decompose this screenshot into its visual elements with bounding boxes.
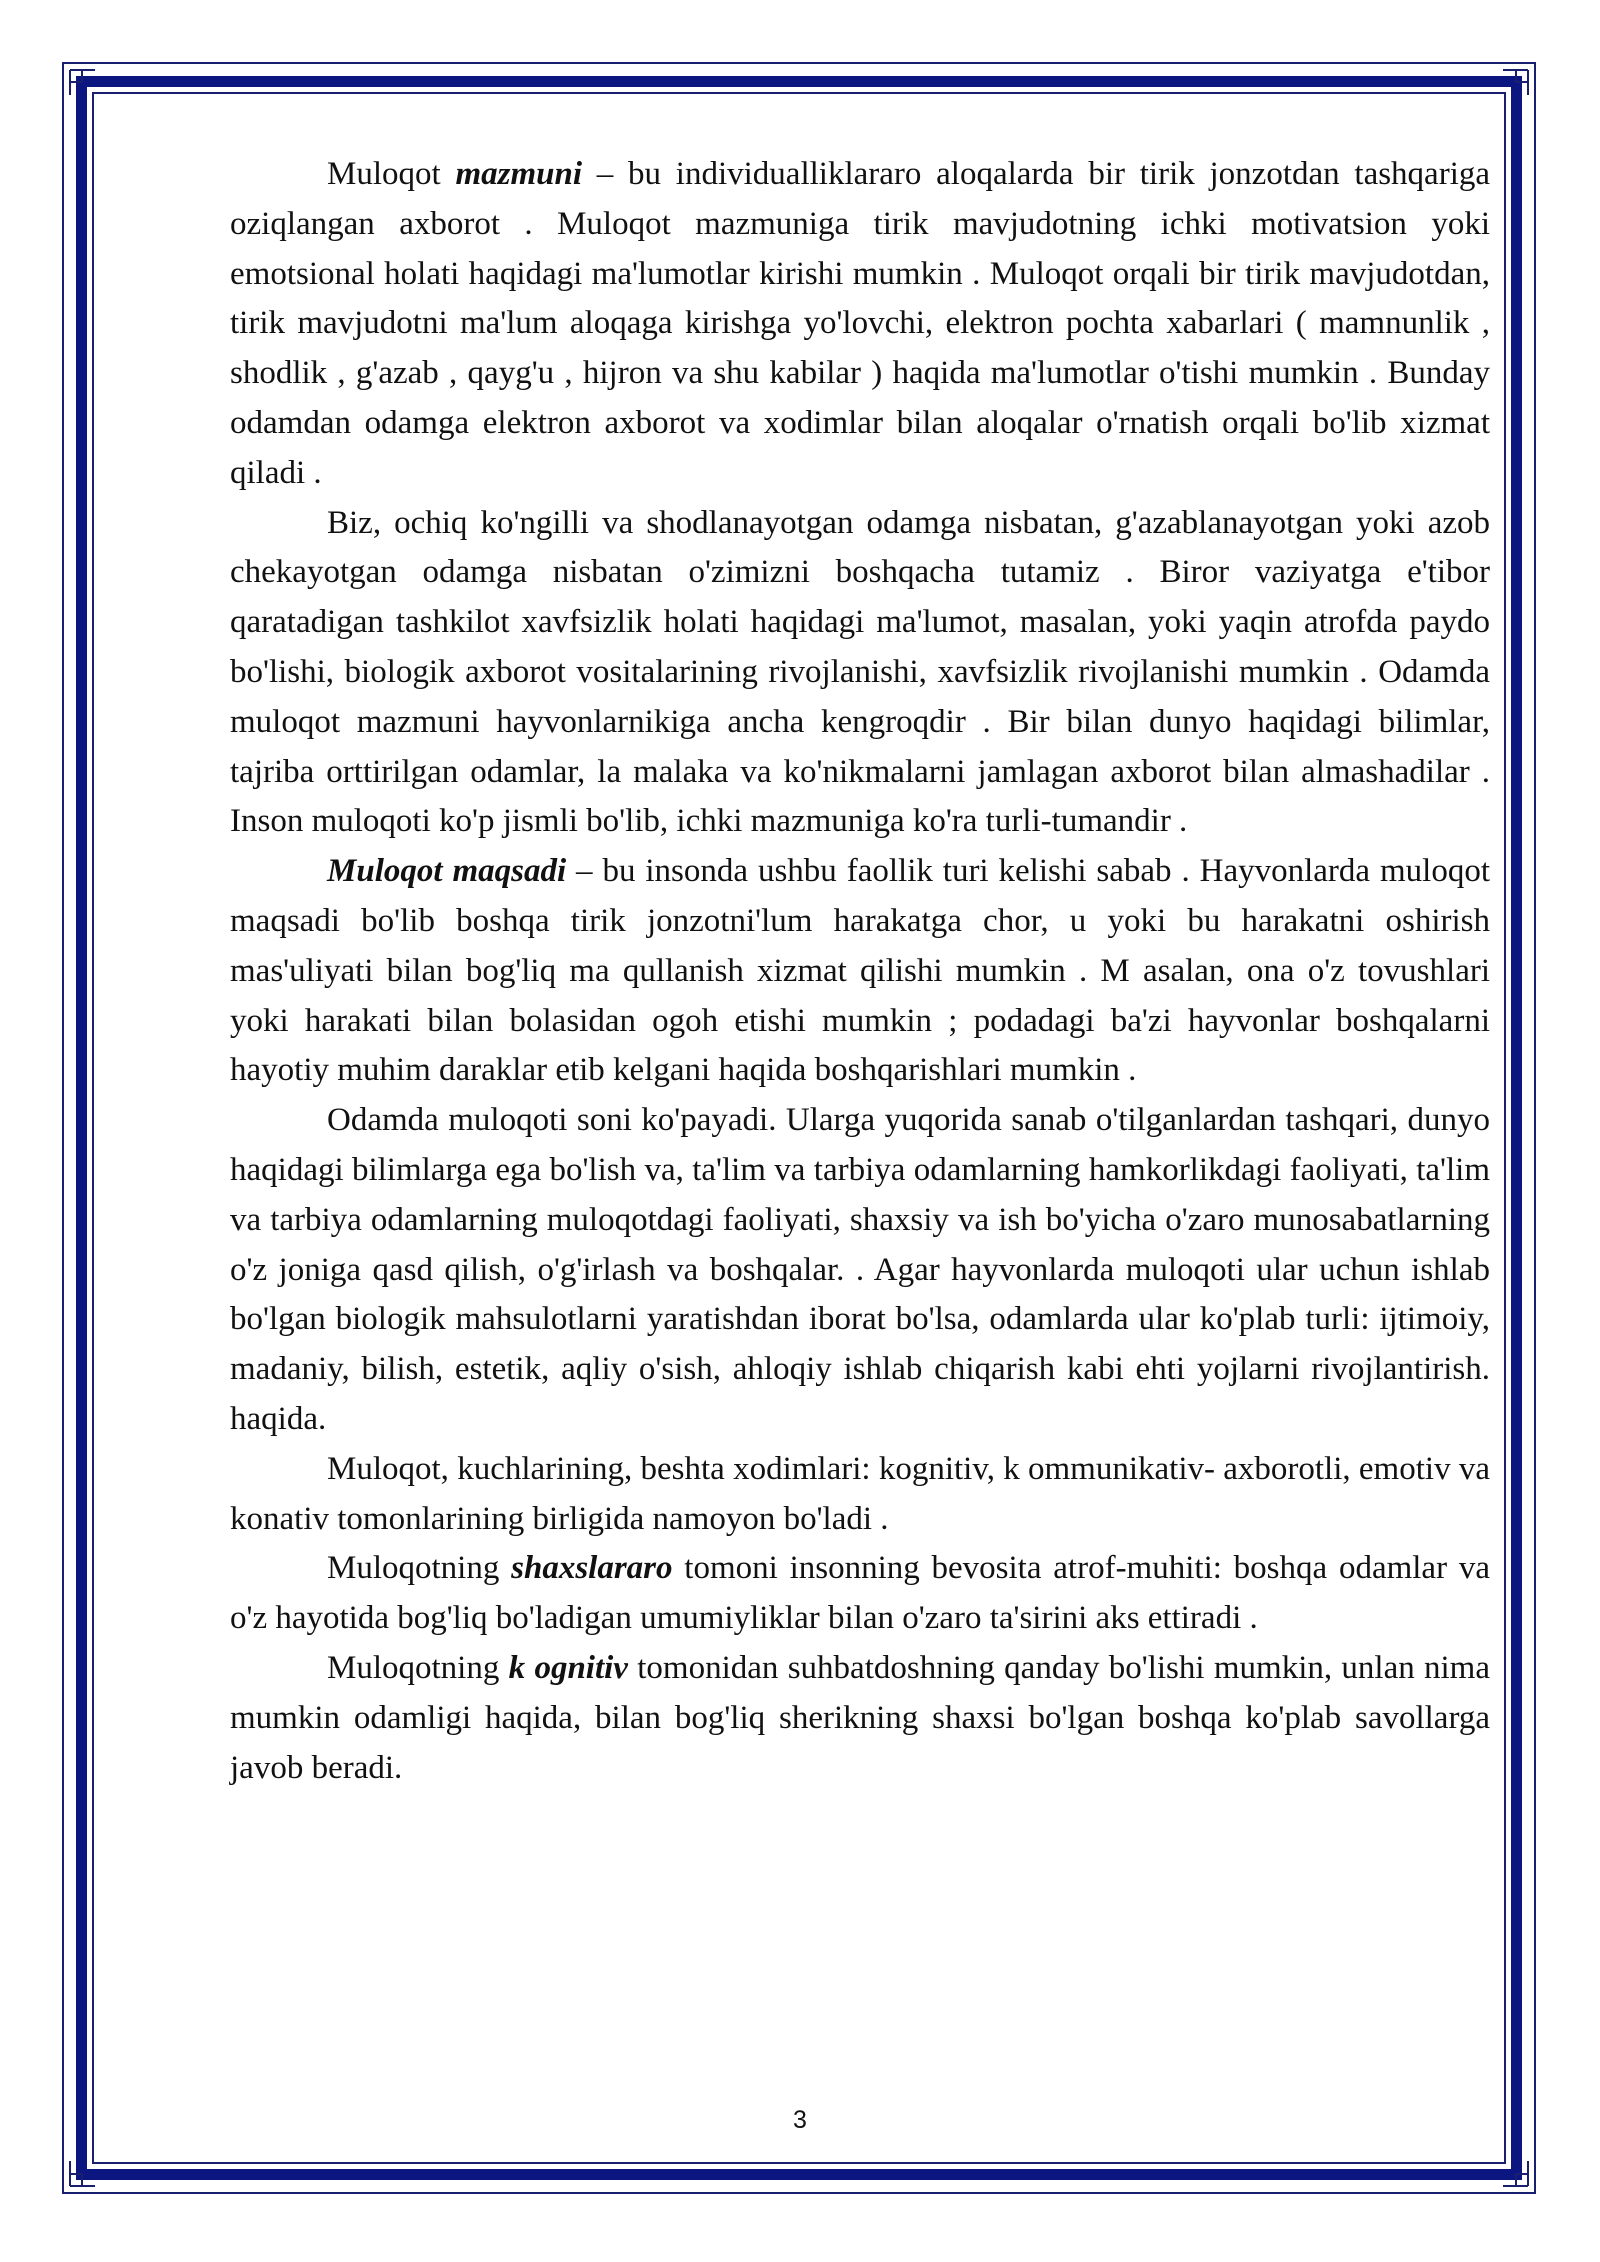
paragraph-text: – bu insonda ushbu faollik turi kelishi sabab . Hayvonlarda muloqot maqsadi bo'lib boshqa tirik jonzotni'lum harakatga chor, u yoki bu harakatni oshirish mas'uliyati bilan bog'liq ma qullanish xizmat qilishi mumkin . M asalan, ona o'z tovushlari yoki harakati bilan bolasidan ogoh etishi mumkin ; podadagi ba'zi hayvonlar boshqalarni hayotiy muhim daraklar etib kelgani haqida boshqarishlari mumkin . [230,853,1490,1089]
paragraph-text: Muloqotning [327,1550,512,1587]
document-body [230,150,1490,1793]
paragraph-mazmuni [230,150,1490,499]
emphasis-term: k ognitiv [508,1649,628,1686]
paragraph-text: tomoni insonning bevosita atrof-muhiti: boshqa odamlar va o'z hayotida bog'liq bo'ladigan umumiyliklar bilan o'zaro ta'sirini aks ettiradi . [230,1550,1490,1637]
border-corner-ornament [1502,62,1536,96]
paragraph-kognitiv [230,1644,1490,1793]
paragraph-maqsadi [230,847,1490,1096]
emphasis-term: Muloqot maqsadi [327,853,567,890]
paragraph-text: Muloqotning [327,1649,509,1686]
paragraph-attitude [230,499,1490,848]
paragraph-components [230,1445,1490,1545]
emphasis-term: shaxslararo [511,1550,673,1587]
border-corner-ornament [1502,2160,1536,2194]
page-number: 3 [793,2106,807,2134]
border-corner-ornament [62,62,96,96]
paragraph-text: tomonidan suhbatdoshning qanday bo'lishi mumkin, unlan nima mumkin odamligi haqida, bilan bog'liq sherikning shaxsi bo'lgan boshqa ko'plab savollarga javob beradi. [230,1649,1490,1786]
paragraph-text: Muloqot [327,156,456,192]
paragraph-text: Biz, ochiq ko'ngilli va shodlanayotgan odamga nisbatan, g'azablanayotgan yoki azob chekayotgan odamga nisbatan o'zimizni boshqacha tutamiz . Biror vaziyatga e'tibor qaratadigan tashkilot xavfsizlik holati haqidagi ma'lumot, masalan, yoki yaqin atrofda paydo bo'lishi, biologik axborot vositalarining rivojlanishi, xavfsizlik rivojlanishi mumkin . Odamda muloqot mazmuni hayvonlarnikiga ancha kengroqdir . Bir bilan dunyo haqidagi bilimlar, tajriba orttirilgan odamlar, la malaka va ko'nikmalarni jamlagan axborot bilan almashadilar . Inson muloqoti ko'p jismli bo'lib, ichki mazmuniga ko'ra turli-tumandir . [230,504,1490,840]
paragraph-shaxslararo [230,1544,1490,1644]
border-corner-ornament [62,2160,96,2194]
emphasis-term: mazmuni [455,156,583,192]
paragraph-text: Odamda muloqoti soni ko'payadi. Ularga yuqorida sanab o'tilganlardan tashqari, dunyo haqidagi bilimlarga ega bo'lish va, ta'lim va tarbiya odamlarning hamkorlikdagi faoliyati, ta'lim va tarbiya odamlarning muloqotdagi faoliyati, shaxsiy va ish bo'yicha o'zaro munosabatlarning o'z joniga qasd qilish, o'g'irlash va boshqalar. . Agar hayvonlarda muloqoti ular uchun ishlab bo'lgan biologik mahsulotlarni yaratishdan iborat bo'lsa, odamlarda ular ko'plab turli: ijtimoiy, madaniy, bilish, estetik, aqliy o'sish, ahloqiy ishlab chiqarish kabi ehti yojlarni rivojlantirish. haqida. [230,1102,1490,1437]
paragraph-text: Muloqot, kuchlarining, beshta xodimlari: kognitiv, k ommunikativ- axborotli, emotiv va konativ tomonlarining birligida namoyon bo'ladi . [230,1450,1490,1537]
paragraph-text: – bu individualliklararo aloqalarda bir tirik jonzotdan tashqariga oziqlangan axborot . Muloqot mazmuniga tirik mavjudotning ichki motivatsion yoki emotsional holati haqidagi ma'lumotlar kirishi mumkin . Muloqot orqali bir tirik mavjudotdan, tirik mavjudotni ma'lum aloqaga kirishga yo'lovchi, elektron pochta xabarlari ( mamnunlik , shodlik , g'azab , qayg'u , hijron va shu kabilar ) haqida ma'lumotlar o'tishi mumkin . Bunday odamdan odamga elektron axborot va xodimlar bilan aloqalar o'rnatish orqali bo'lib xizmat qiladi . [230,156,1491,491]
paragraph-human-communication [230,1096,1490,1445]
